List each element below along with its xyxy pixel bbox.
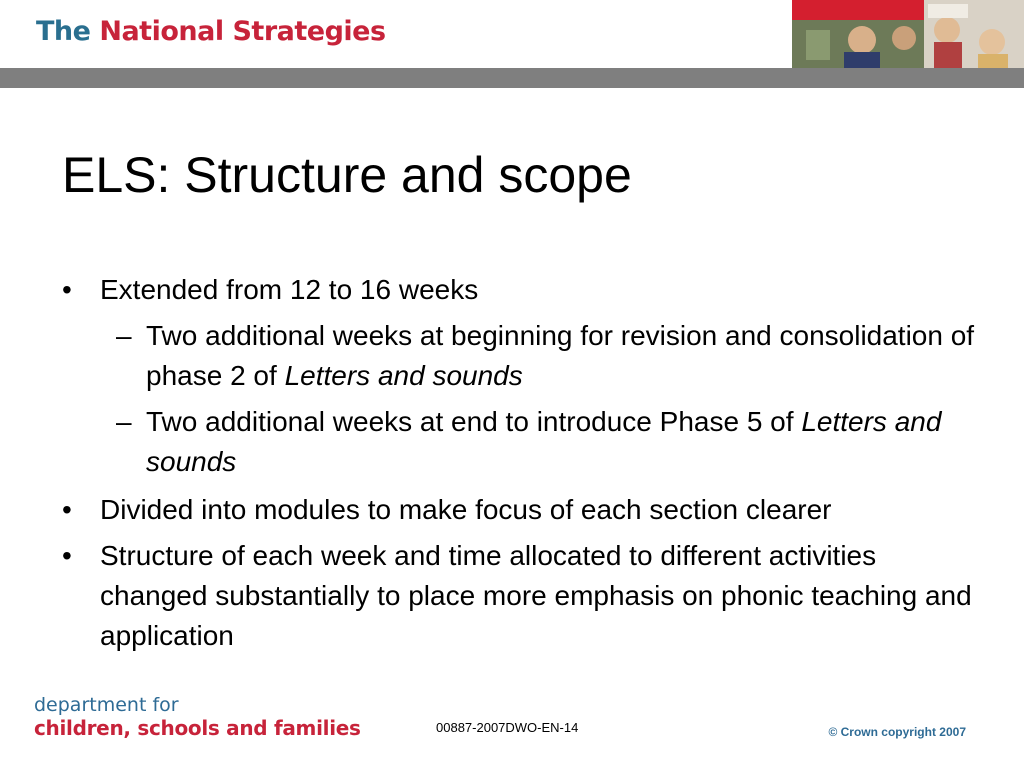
dcsf-logo-line2: children, schools and families: [34, 716, 361, 740]
header-grey-bar: [0, 68, 1024, 88]
logo-national-strategies: National Strategies: [99, 16, 386, 47]
national-strategies-logo: [36, 16, 386, 47]
dash-marker: –: [116, 320, 132, 351]
sub-bullet-plain: Two additional weeks at end to introduce Phase 5 of: [146, 406, 802, 437]
sub-bullet-italic: Letters and sounds: [284, 360, 523, 391]
document-reference: 00887-2007DWO-EN-14: [436, 720, 579, 735]
header-photo-strip: [792, 0, 1024, 68]
dash-marker: –: [116, 406, 132, 437]
sub-bullet-plain: Two additional weeks at beginning for revision and consolidation of phase 2 of: [146, 320, 975, 391]
sub-bullet-text: [146, 316, 976, 396]
bullet-text: Extended from 12 to 16 weeks: [100, 274, 479, 305]
bullet-text: Structure of each week and time allocated to different activities changed substantially to place more emphasis on phonic teaching and application: [100, 540, 972, 651]
bullet-marker: •: [62, 274, 72, 305]
copyright-notice: © Crown copyright 2007: [828, 725, 966, 739]
dcsf-logo-line1: department for: [34, 694, 179, 716]
slide-title: ELS: Structure and scope: [62, 147, 632, 203]
sub-bullet-text: [146, 402, 976, 482]
bullet-text: Divided into modules to make focus of each section clearer: [100, 494, 832, 525]
sub-bullet-italic: Letters and sounds: [146, 406, 942, 477]
bullet-marker: •: [62, 494, 72, 525]
slide-header: [0, 0, 1024, 68]
bullet-marker: •: [62, 540, 72, 571]
logo-the: The: [36, 16, 91, 47]
